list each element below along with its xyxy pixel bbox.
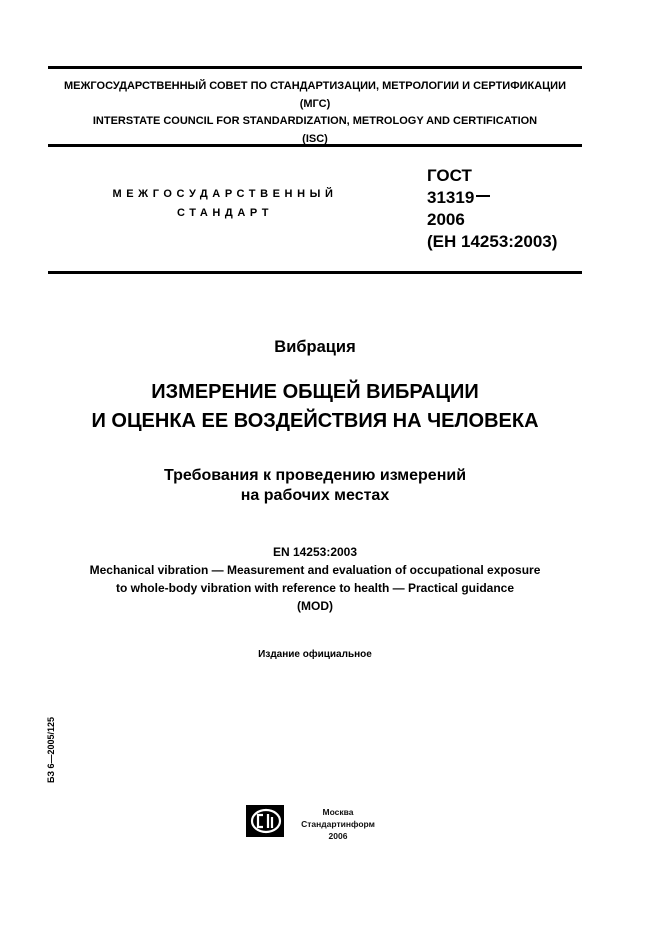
english-line2: to whole-body vibration with reference to health — Practical guidance [115, 581, 515, 595]
gost-number-line [427, 187, 557, 209]
logo-mark-icon [246, 805, 284, 837]
gost-dash [476, 195, 490, 197]
side-code: БЗ 6—2005/125 [46, 716, 56, 783]
publisher-city: Москва [322, 807, 354, 817]
gost-designation [427, 165, 557, 253]
council-ru-name: МЕЖГОСУДАРСТВЕННЫЙ СОВЕТ ПО СТАНДАРТИЗАЦИИ, МЕТРОЛОГИИ И СЕРТИФИКАЦИИ [63, 80, 566, 92]
council-en-abbr: (ISC) [302, 132, 328, 145]
gost-prefix: ГОСТ [427, 166, 472, 185]
gost-number: 31319 [427, 188, 475, 207]
gost-year: 2006 [427, 210, 465, 229]
english-line1: Mechanical vibration — Measurement and evaluation of occupational exposure [89, 563, 541, 577]
gost-equivalent: (ЕН 14253:2003) [427, 232, 558, 251]
english-code: EN 14253:2003 [272, 545, 358, 559]
middle-rule [48, 144, 582, 147]
publisher-year: 2006 [328, 831, 348, 841]
subtitle [48, 466, 582, 506]
english-title [48, 543, 582, 615]
council-block [48, 78, 582, 148]
council-en-name: INTERSTATE COUNCIL FOR STANDARDIZATION, METROLOGY AND CERTIFICATION [92, 115, 538, 127]
main-title [30, 378, 600, 436]
top-rule [48, 66, 582, 69]
standartinform-logo-icon [246, 805, 284, 837]
edition-note: Издание официальное [258, 649, 372, 660]
standard-type [80, 185, 370, 223]
council-ru-abbr: (МГС) [299, 97, 331, 110]
standard-type-line1: МЕЖГОСУДАРСТВЕННЫЙ [112, 188, 338, 200]
standard-type-line2: СТАНДАРТ [176, 207, 274, 219]
main-title-line1: ИЗМЕРЕНИЕ ОБЩЕЙ ВИБРАЦИИ [151, 381, 479, 403]
main-title-line2: И ОЦЕНКА ЕЕ ВОЗДЕЙСТВИЯ НА ЧЕЛОВЕКА [91, 410, 539, 432]
lower-rule [48, 271, 582, 274]
subtitle-line1: Требования к проведению измерений [163, 467, 467, 484]
topic-title: Вибрация [274, 338, 356, 356]
publisher [290, 806, 386, 842]
english-line3: (MOD) [297, 599, 333, 613]
subtitle-line2: на рабочих местах [240, 487, 390, 504]
publisher-name: Стандартинформ [301, 819, 375, 829]
